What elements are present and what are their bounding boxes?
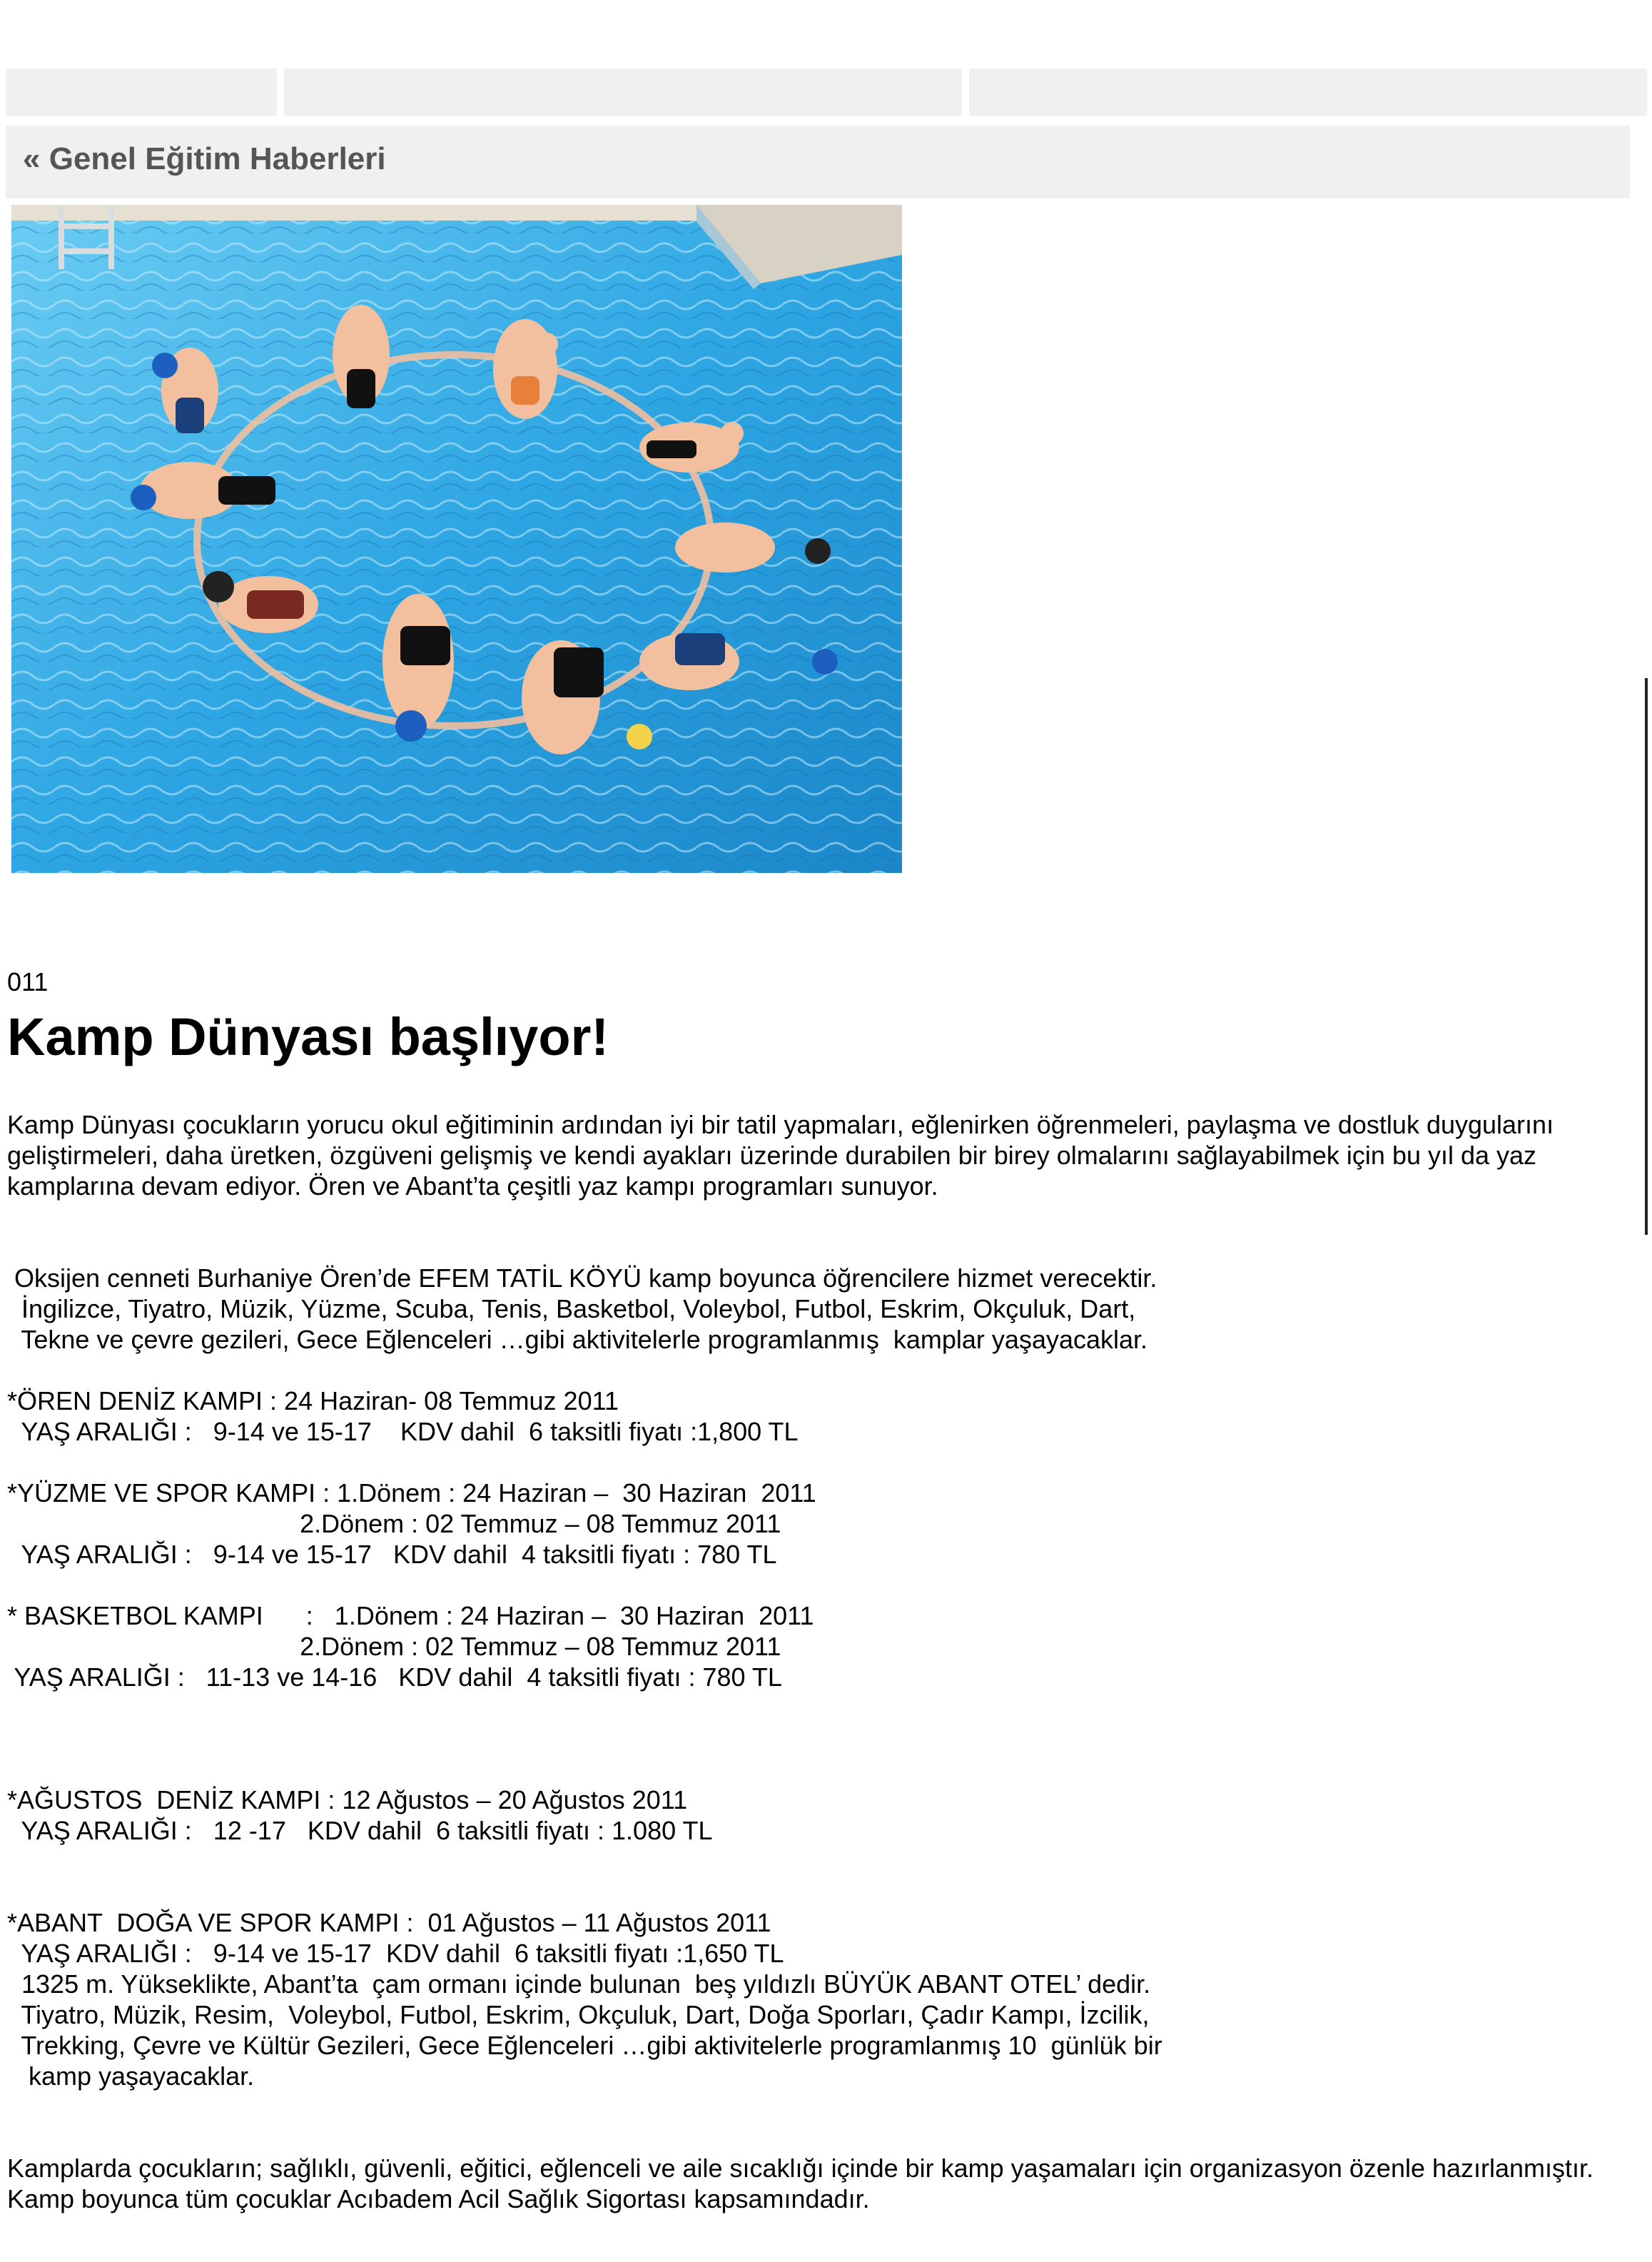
camp-oren-deniz [7, 1385, 1627, 1447]
article-photo [11, 205, 902, 873]
camp-line: * BASKETBOL KAMPI : 1.Dönem : 24 Haziran – 30 Haziran 2011 [7, 1601, 814, 1630]
oren-line-3: Tekne ve çevre gezileri, Gece Eğlenceleri …gibi aktivitelerle programlanmış kamplar yaşayacaklar. [7, 1325, 1148, 1354]
camp-line: *ÖREN DENİZ KAMPI : 24 Haziran- 08 Temmuz 2011 [7, 1386, 619, 1415]
camp-line: YAŞ ARALIĞI : 9-14 ve 15-17 KDV dahil 6 taksitli fiyatı :1,800 TL [7, 1417, 799, 1446]
camp-line: 1325 m. Yükseklikte, Abant’ta çam ormanı içinde bulunan beş yıldızlı BÜYÜK ABANT OTEL’ dedir. [7, 1969, 1151, 1999]
camp-line: Tiyatro, Müzik, Resim, Voleybol, Futbol, Eskrim, Okçuluk, Dart, Doğa Sporları, Çadır Kampı, İzcilik, [7, 2000, 1150, 2029]
top-tab-2[interactable] [284, 69, 962, 116]
top-tab-1[interactable] [6, 69, 277, 116]
camp-line: Trekking, Çevre ve Kültür Gezileri, Gece Eğlenceleri …gibi aktivitelerle programlanmış 10 günlük bir [7, 2031, 1162, 2060]
camp-line: YAŞ ARALIĞI : 12 -17 KDV dahil 6 taksitli fiyatı : 1.080 TL [7, 1816, 713, 1845]
camp-line: *YÜZME VE SPOR KAMPI : 1.Dönem : 24 Haziran – 30 Haziran 2011 [7, 1478, 816, 1508]
camp-line: *AĞUSTOS DENİZ KAMPI : 12 Ağustos – 20 Ağustos 2011 [7, 1785, 688, 1814]
oren-line-1: Oksijen cenneti Burhaniye Ören’de EFEM TATİL KÖYÜ kamp boyunca öğrencilere hizmet verecektir. [7, 1263, 1157, 1293]
article-body [7, 1109, 1627, 2214]
article-intro: Kamp Dünyası çocukların yorucu okul eğitiminin ardından iyi bir tatil yapmaları, eğlenirken öğrenmeleri, paylaşma ve dostluk duygularını geliştirmeleri, daha üretken, özgüveni gelişmiş ve kendi ayakları üzerinde durabilen bir birey olmalarını sağlayabilmek için bu yıl da yaz kamplarına devam ediyor. Ören ve Abant’ta çeşitli yaz kampı programları sunuyor. [7, 1110, 1554, 1201]
camp-line: YAŞ ARALIĞI : 11-13 ve 14-16 KDV dahil 4 taksitli fiyatı : 780 TL [7, 1662, 782, 1692]
article-title: Kamp Dünyası başlıyor! [7, 1007, 609, 1066]
camp-yuzme-spor [7, 1478, 1627, 1570]
camp-line: kamp yaşayacaklar. [7, 2061, 255, 2091]
camp-agustos-deniz [7, 1784, 1627, 1846]
camp-abant [7, 1907, 1627, 2091]
camp-basketbol [7, 1600, 1627, 1692]
page-scrollbar[interactable] [1645, 678, 1648, 1235]
oren-line-2: İngilizce, Tiyatro, Müzik, Yüzme, Scuba, Tenis, Basketbol, Voleybol, Futbol, Eskrim, Okçuluk, Dart, [7, 1294, 1136, 1323]
date-fragment: 011 [7, 967, 49, 996]
oren-description [7, 1263, 1627, 1355]
top-tab-3[interactable] [969, 69, 1647, 116]
top-tab-bar [6, 69, 1647, 116]
camp-line: 2.Dönem : 02 Temmuz – 08 Temmuz 2011 [7, 1632, 781, 1661]
category-header [6, 126, 1630, 198]
camp-line: YAŞ ARALIĞI : 9-14 ve 15-17 KDV dahil 6 taksitli fiyatı :1,650 TL [7, 1939, 784, 1968]
camp-line: *ABANT DOĞA VE SPOR KAMPI : 01 Ağustos – 11 Ağustos 2011 [7, 1908, 771, 1937]
back-to-category-link[interactable]: « Genel Eğitim Haberleri [23, 141, 386, 176]
article-closing: Kamplarda çocukların; sağlıklı, güvenli, eğitici, eğlenceli ve aile sıcaklığı içinde bir kamp yaşamaları için organizasyon özenle hazırlanmıştır. Kamp boyunca tüm çocuklar Acıbadem Acil Sağlık Sigortası kapsamındadır. [7, 2154, 1594, 2213]
camp-line: YAŞ ARALIĞI : 9-14 ve 15-17 KDV dahil 4 taksitli fiyatı : 780 TL [7, 1540, 777, 1569]
camp-line: 2.Dönem : 02 Temmuz – 08 Temmuz 2011 [7, 1509, 781, 1538]
